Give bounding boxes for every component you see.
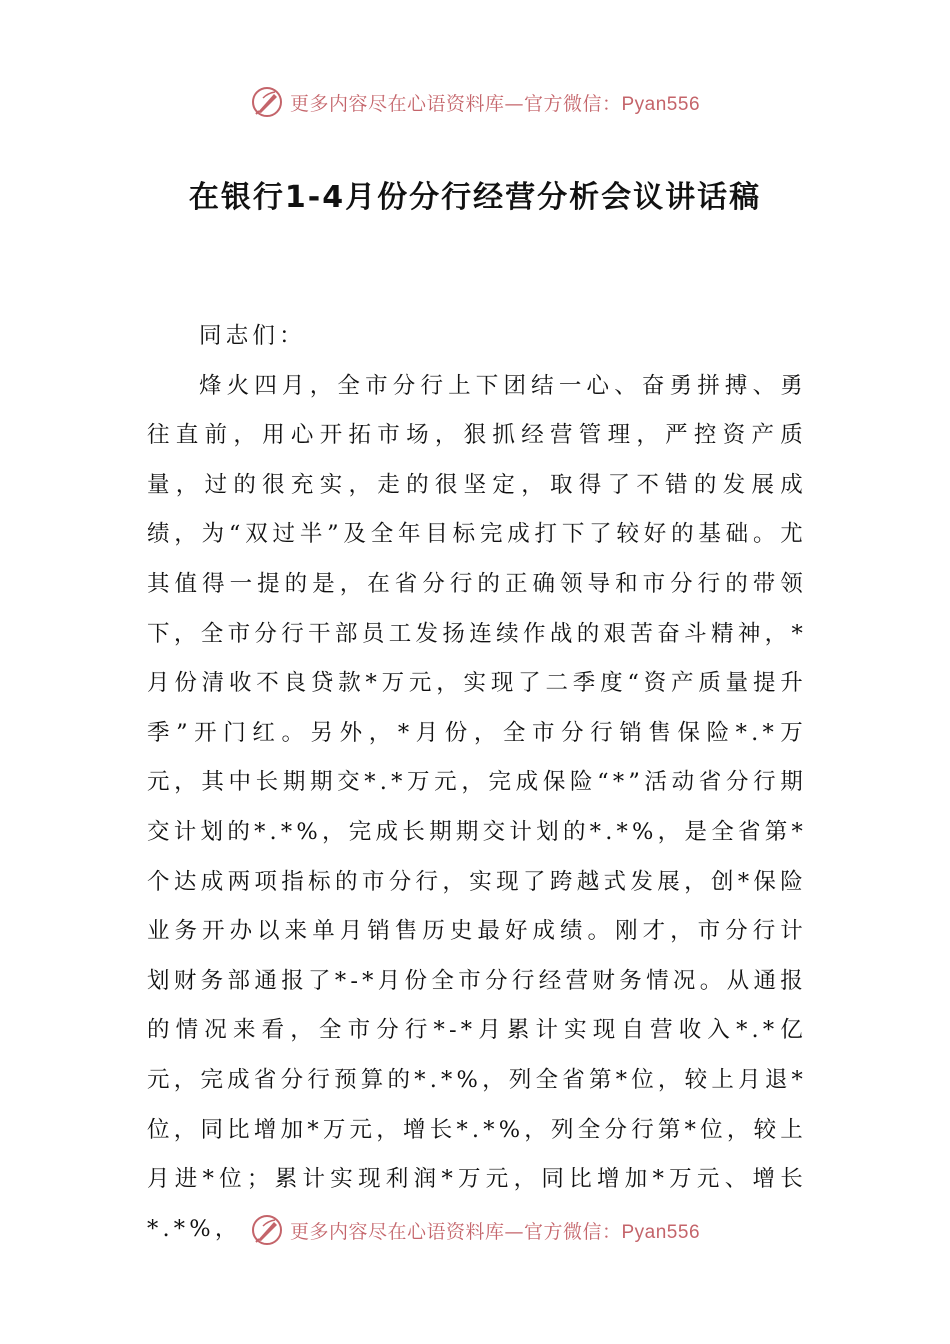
salutation: 同志们：: [199, 323, 306, 349]
document-body: [147, 312, 807, 1254]
footer-watermark-banner: [0, 1208, 950, 1252]
body-paragraph: 烽火四月，全市分行上下团结一心、奋勇拼搏、勇往直前，用心开拓市场，狠抓经营管理，严控资产质量，过的很充实，走的很坚定，取得了不错的发展成绩，为“双过半”及全年目标完成打下了较好的基础。尤其值得一提的是，在省分行的正确领导和市分行的带领下，全市分行干部员工发扬连续作战的艰苦奋斗精神，*月份清收不良贷款*万元，实现了二季度“资产质量提升季”开门红。另外，*月份，全市分行销售保险*.*万元，其中长期期交*.*万元，完成保险“*”活动省分行期交计划的*.*%，完成长期期交计划的*.*%，是全省第*个达成两项指标的市分行，实现了跨越式发展，创*保险业务开办以来单月销售历史最好成绩。刚才，市分行计划财务部通报了*-*月份全市分行经营财务情况。从通报的情况来看，全市分行*-*月累计实现自营收入*.*亿元，完成省分行预算的*.*%，列全省第*位，较上月退*位，同比增加*万元，增长*.*%，列全分行第*位，较上月进*位；累计实现利润*万元，同比增加*万元、增长*.*%，: [147, 372, 807, 1242]
header-watermark-banner: [0, 80, 950, 124]
quill-pen-logo-icon: [250, 85, 284, 119]
watermark-text: [290, 89, 700, 116]
quill-pen-logo-icon: [250, 1213, 284, 1247]
watermark-prefix: 更多内容尽在心语资料库—官方微信：: [289, 92, 622, 115]
watermark-text: [290, 1217, 700, 1244]
wechat-id: Pyan556: [621, 93, 701, 115]
watermark-prefix: 更多内容尽在心语资料库—官方微信：: [289, 1220, 622, 1243]
wechat-id: Pyan556: [621, 1221, 701, 1243]
document-title: 在银行1-4月份分行经营分析会议讲话稿: [188, 180, 762, 215]
